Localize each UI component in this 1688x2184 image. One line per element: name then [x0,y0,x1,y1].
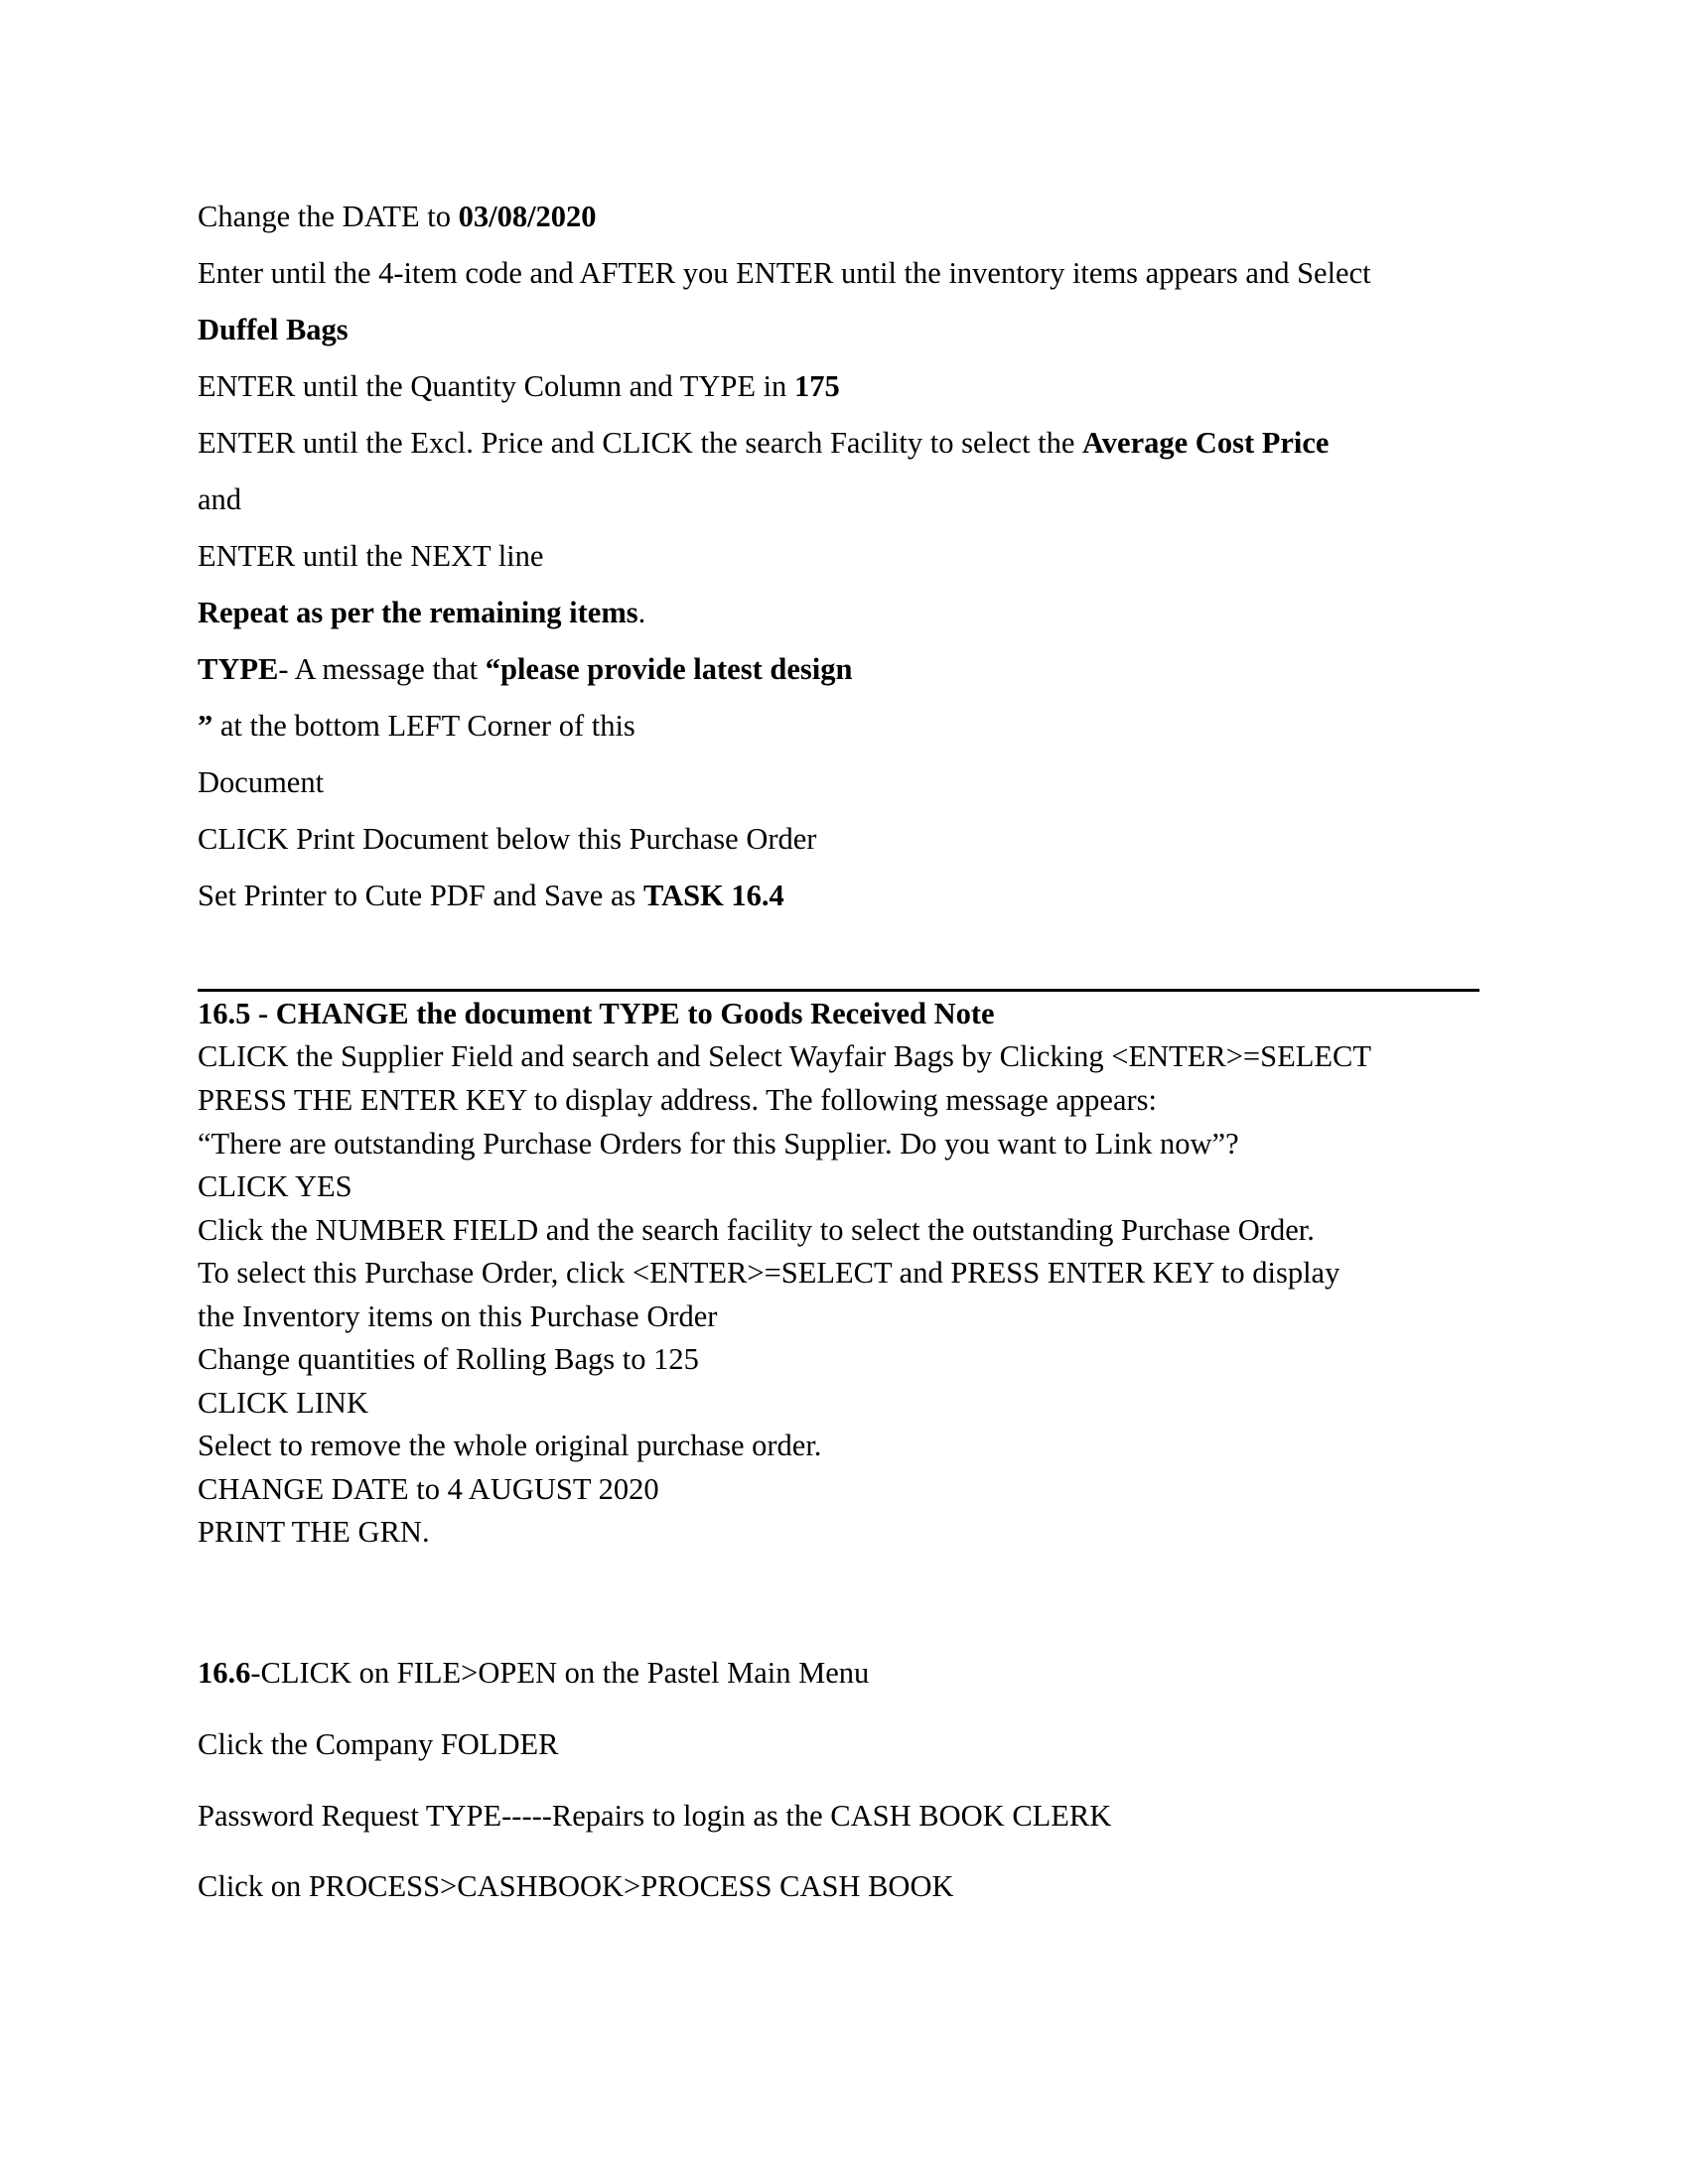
message-text: “please provide latest design [485,652,853,686]
instruction-line [198,426,1329,460]
text-bold: Repeat as per the remaining items [198,596,638,629]
instruction-line: the Inventory items on this Purchase Order [198,1299,718,1333]
date-value: 03/08/2020 [458,200,597,233]
instruction-line: PRESS THE ENTER KEY to display address. The following message appears: [198,1083,1157,1117]
text: . [637,596,646,629]
text: ENTER until the Quantity Column and TYPE in [198,369,794,403]
instruction-line: Click the Company FOLDER [198,1727,559,1761]
text: Change the DATE to [198,200,459,233]
instruction-line: CHANGE DATE to 4 AUGUST 2020 [198,1472,659,1506]
quantity-value: 175 [793,369,840,403]
section-divider [198,989,1479,992]
text: Set Printer to Cute PDF and Save as [198,879,643,912]
text-bold: ” [198,709,213,743]
instruction-line [198,879,784,912]
instruction-line: Change quantities of Rolling Bags to 125 [198,1342,699,1376]
price-option: Average Cost Price [1082,426,1330,460]
instruction-line: CLICK YES [198,1169,352,1203]
instruction-line: Password Request TYPE-----Repairs to login as the CASH BOOK CLERK [198,1799,1112,1833]
text: -CLICK on FILE>OPEN on the Pastel Main Menu [250,1656,870,1690]
section-heading [198,997,995,1030]
heading-text: 16.5 - CHANGE the document TYPE to Goods Received Note [198,997,995,1030]
instruction-line: CLICK LINK [198,1386,368,1420]
instruction-line: CLICK Print Document below this Purchase Order [198,822,817,856]
instruction-line [198,200,597,233]
instruction-line: Select to remove the whole original purchase order. [198,1429,822,1462]
instruction-line: To select this Purchase Order, click <ENTER>=SELECT and PRESS ENTER KEY to display [198,1256,1340,1290]
text: at the bottom LEFT Corner of this [212,709,635,743]
instruction-line [198,652,852,686]
section-number: 16.6 [198,1656,251,1690]
instruction-line: “There are outstanding Purchase Orders for this Supplier. Do you want to Link now”? [198,1127,1239,1160]
file-name: TASK 16.4 [643,879,784,912]
instruction-line [198,1656,869,1690]
instruction-line: Click on PROCESS>CASHBOOK>PROCESS CASH BOOK [198,1869,954,1903]
text: - A message that [278,652,486,686]
text: ENTER until the Excl. Price and CLICK the search Facility to select the [198,426,1083,460]
instruction-line [198,596,645,629]
instruction-line: and [198,482,242,516]
instruction-line: PRINT THE GRN. [198,1515,430,1549]
instruction-line [198,369,840,403]
instruction-line [198,709,635,743]
text-bold: TYPE [198,652,279,686]
instruction-line [198,313,349,346]
instruction-line: ENTER until the NEXT line [198,539,544,573]
instruction-line: CLICK the Supplier Field and search and Select Wayfair Bags by Clicking <ENTER>=SELECT [198,1039,1371,1073]
instruction-line: Document [198,765,325,799]
instruction-line: Enter until the 4-item code and AFTER you ENTER until the inventory items appears and Select [198,256,1371,290]
item-name: Duffel Bags [198,313,349,346]
instruction-line: Click the NUMBER FIELD and the search facility to select the outstanding Purchase Order. [198,1213,1315,1247]
